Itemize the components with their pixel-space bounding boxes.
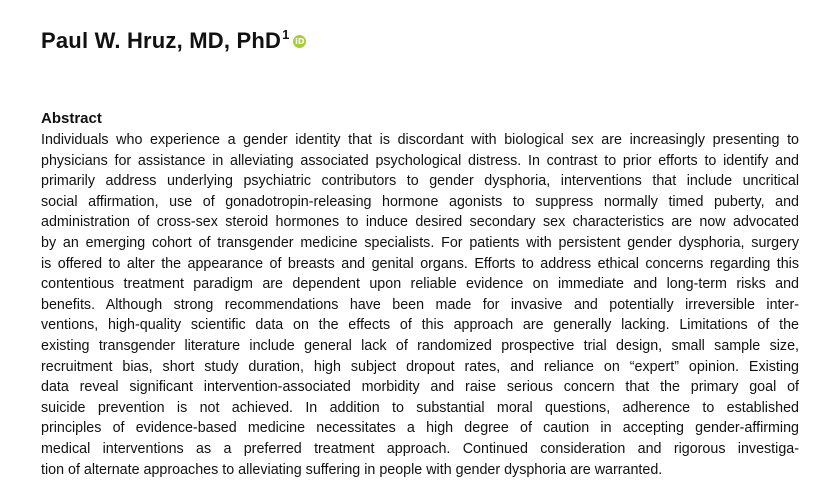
author-line — [41, 28, 306, 54]
abstract-line: tion of alternate approaches to alleviating suffering in people with gender dysphoria are warranted. — [41, 461, 663, 478]
abstract-line: medical interventions as a preferred treatment approach. Continued consideration and rigorous investiga- — [41, 440, 799, 457]
abstract-line: benefits. Although strong recommendations have been made for invasive and potentially irreversible inter- — [41, 296, 799, 313]
abstract-line: by an emerging cohort of transgender medicine specialists. For patients with persistent gender dysphoria, surgery — [41, 234, 799, 251]
abstract-line: physicians for assistance in alleviating associated psychological distress. In contrast to prior efforts to identify and — [41, 152, 799, 169]
abstract-section — [41, 110, 799, 480]
abstract-line: administration of cross-sex steroid hormones to induce desired secondary sex characteristics are now advocated — [41, 214, 799, 231]
abstract-body — [41, 130, 799, 480]
abstract-line: Individuals who experience a gender identity that is discordant with biological sex are increasingly presenting to — [41, 132, 799, 148]
abstract-line: recruitment bias, short study duration, high subject dropout rates, and reliance on “expert” opinion. Existing — [41, 358, 799, 375]
abstract-line: primarily address underlying psychiatric contributors to gender dysphoria, interventions that include uncritical — [41, 173, 799, 190]
abstract-line: contentious treatment paradigm are dependent upon reliable evidence on immediate and long-term risks and — [41, 276, 799, 293]
affiliation-superscript[interactable]: 1 — [282, 27, 290, 42]
abstract-line: ventions, high-quality scientific data on the effects of this approach are generally lacking. Limitations of the — [41, 317, 799, 334]
abstract-line: existing transgender literature include general lack of randomized prospective trial design, small sample size, — [41, 337, 799, 354]
abstract-line: suicide prevention is not achieved. In addition to substantial moral questions, adherence to established — [41, 399, 799, 416]
abstract-line: principles of evidence-based medicine necessitates a high degree of caution in accepting gender-affirming — [41, 420, 799, 437]
abstract-line: is offered to alter the appearance of breasts and genital organs. Efforts to address ethical concerns regarding this — [41, 255, 799, 272]
orcid-icon[interactable]: iD — [295, 37, 305, 46]
abstract-line: data reveal significant intervention-associated morbidity and raise serious concern that the primary goal of — [41, 379, 799, 396]
abstract-line: social affirmation, use of gonadotropin-releasing hormone agonists to suppress normally timed puberty, and — [41, 193, 799, 210]
author-name: Paul W. Hruz, MD, PhD — [41, 28, 282, 53]
abstract-heading: Abstract — [41, 110, 102, 127]
